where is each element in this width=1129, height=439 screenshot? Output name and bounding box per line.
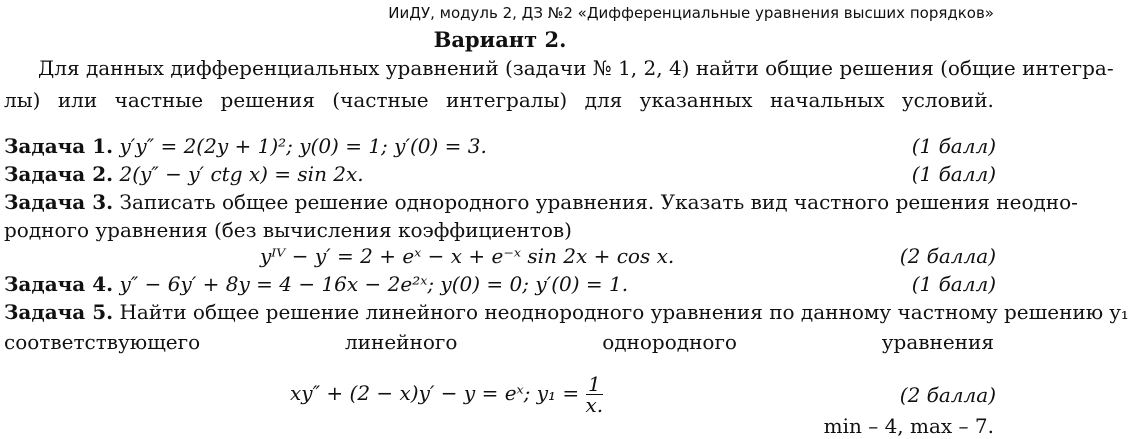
task-equation: 2(y″ − y′ ctg x) = sin 2x.: [119, 162, 364, 186]
task-points: (2 балла): [899, 244, 996, 268]
task-word: соответствующего: [4, 330, 201, 354]
intro-word: интегралы): [446, 88, 568, 112]
task-4: [4, 272, 996, 296]
task-3-equation-line: [4, 244, 996, 268]
intro-word: для: [584, 88, 623, 112]
task-label: Задача 3.: [4, 190, 114, 214]
intro-word: условий.: [901, 88, 994, 112]
intro-word: решения: [220, 88, 315, 112]
task-word: уравнения: [881, 330, 994, 354]
fraction: [586, 374, 604, 415]
task-word: линейного: [344, 330, 458, 354]
intro-word: лы): [4, 88, 41, 112]
task-points: (1 балл): [911, 162, 996, 186]
task-text: Найти общее решение линейного неоднородного уравнения по данному частному решению y₁: [119, 300, 1129, 324]
intro-word: указанных: [639, 88, 753, 112]
task-label: Задача 5.: [4, 300, 114, 324]
task-equation: y′y″ = 2(2y + 1)²; y(0) = 1; y′(0) = 3.: [119, 134, 487, 158]
task-points: (2 балла): [899, 382, 996, 407]
task-3: [4, 190, 1078, 214]
intro-line-2: [4, 88, 994, 112]
task-equation: [4, 374, 603, 415]
task-5-text-2: [4, 330, 994, 354]
task-3-text-2: родного уравнения (без вычисления коэффициентов): [4, 218, 572, 242]
task-5: [4, 300, 1129, 324]
task-5-equation-line: [4, 374, 996, 415]
fraction-denominator: x.: [585, 393, 604, 417]
task-equation-main: xy″ + (2 − x)y′ − y = eˣ; y₁ =: [290, 381, 580, 405]
intro-line-1: Для данных дифференциальных уравнений (задачи № 1, 2, 4) найти общие решения (общие интегра-: [38, 56, 1114, 80]
task-equation: yᴵⱽ − y′ = 2 + eˣ − x + e⁻ˣ sin 2x + cos x.: [260, 244, 675, 268]
task-2: [4, 162, 996, 186]
intro-word: начальных: [769, 88, 885, 112]
intro-word: частные: [114, 88, 204, 112]
variant-title: Вариант 2.: [433, 27, 567, 52]
score-range: min – 4, max – 7.: [823, 414, 994, 438]
task-label: Задача 2.: [4, 162, 114, 186]
task-text: Записать общее решение однородного уравнения. Указать вид частного решения неодно-: [119, 190, 1078, 214]
task-1: [4, 134, 996, 158]
intro-word: (частные: [332, 88, 429, 112]
task-label: Задача 1.: [4, 134, 114, 158]
task-label: Задача 4.: [4, 272, 114, 296]
fraction-numerator: 1: [586, 374, 604, 395]
document-header: ИиДУ, модуль 2, ДЗ №2 «Дифференциальные уравнения высших порядков»: [388, 4, 994, 22]
task-word: однородного: [602, 330, 737, 354]
task-points: (1 балл): [911, 272, 996, 296]
intro-word: или: [57, 88, 98, 112]
task-points: (1 балл): [911, 134, 996, 158]
task-equation: y″ − 6y′ + 8y = 4 − 16x − 2e²ˣ; y(0) = 0; y′(0) = 1.: [119, 272, 629, 296]
